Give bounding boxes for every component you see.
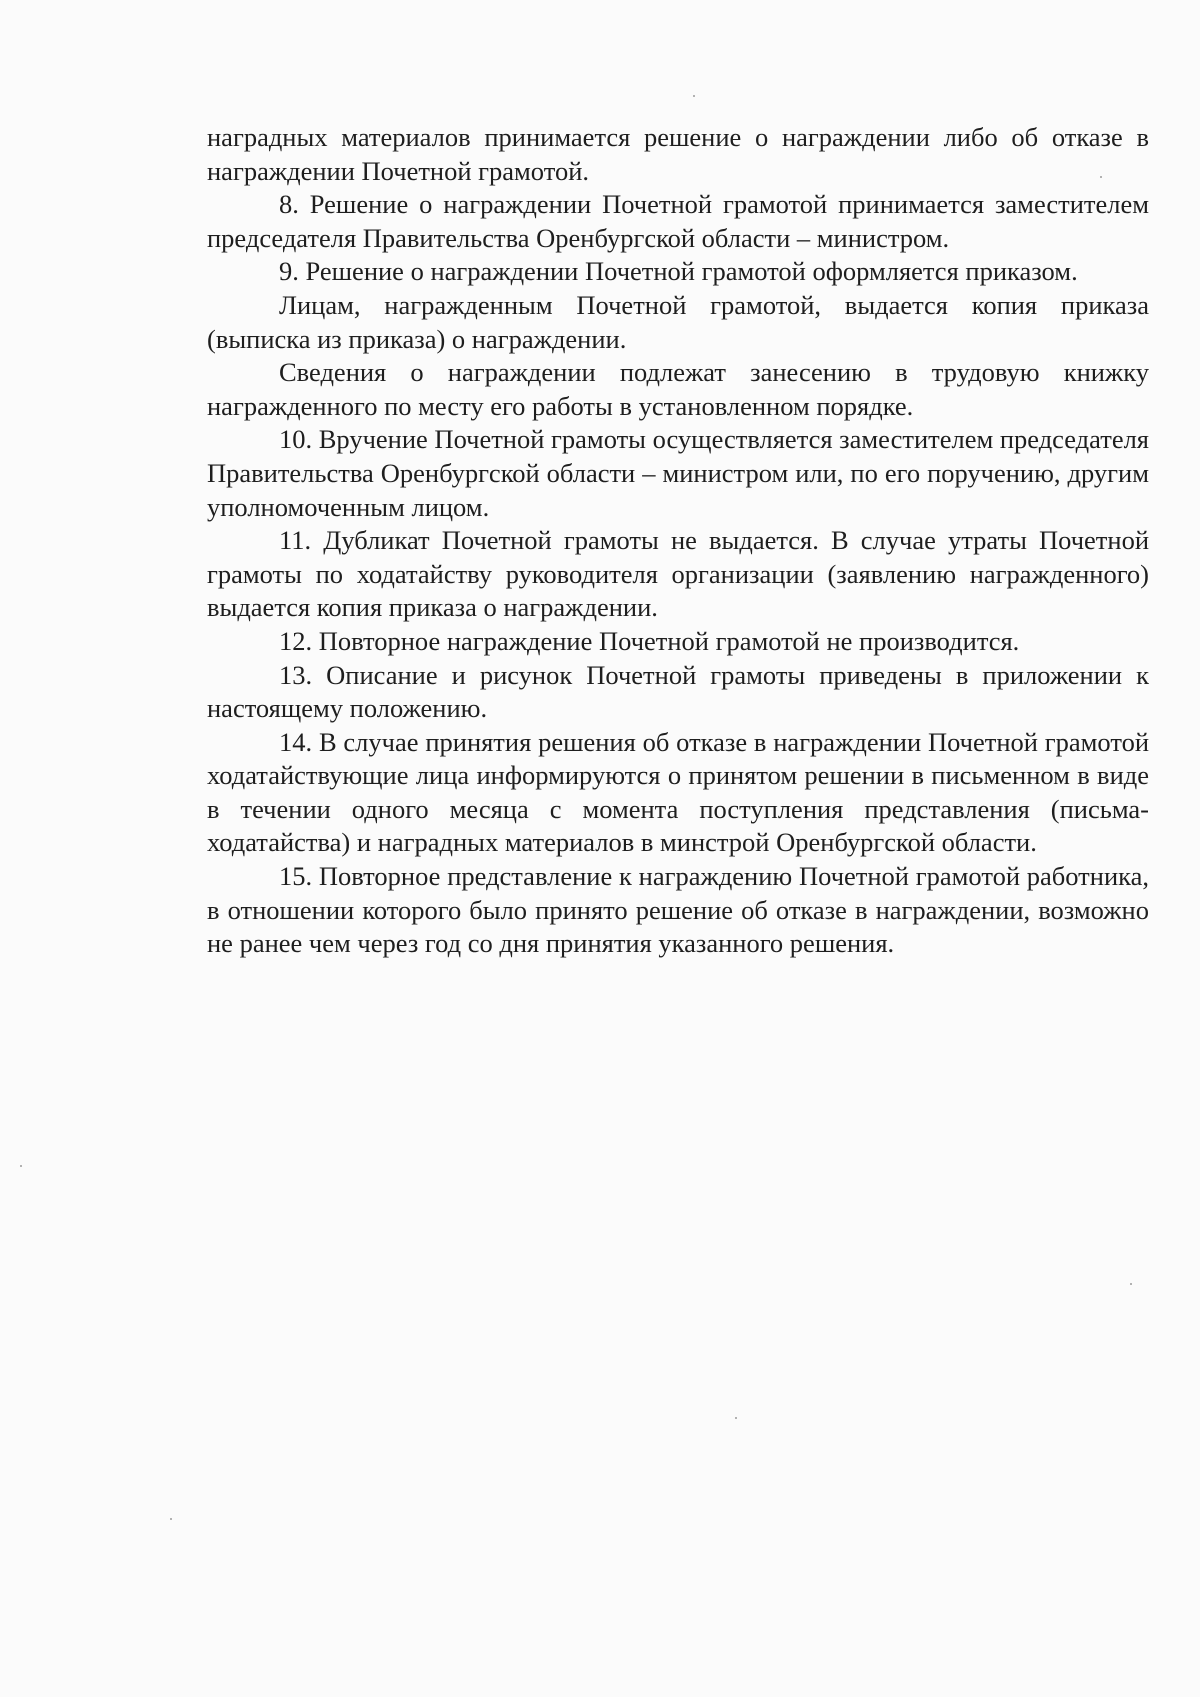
scan-speck (20, 1165, 22, 1167)
scan-speck (735, 1417, 737, 1419)
paragraph-item-13: 13. Описание и рисунок Почетной грамоты приведены в приложении к настоящему положению. (207, 659, 1149, 724)
paragraph-item-14: 14. В случае принятия решения об отказе в награждении Почетной грамотой ходатайствующие лица информируются о принятом решении в письменном в виде в течении одного месяца с момента поступления представления (письма-ходатайства) и наградных материалов в минстрой Оренбургской области. (207, 726, 1149, 858)
scan-speck (1130, 1283, 1132, 1285)
paragraph-item-15: 15. Повторное представление к награждению Почетной грамотой работника, в отношении которого было принято решение об отказе в награждении, возможно не ранее чем через год со дня принятия указанного решения. (207, 861, 1149, 959)
paragraph-item-12: 12. Повторное награждение Почетной грамотой не производится. (279, 625, 1020, 656)
paragraph-item-8: 8. Решение о награждении Почетной грамотой принимается заместителем председателя Правительства Оренбургской области – министром. (207, 189, 1149, 253)
paragraph-employment-record: Сведения о награждении подлежат занесению в трудовую книжку награжденного по месту его работы в установленном порядке. (207, 357, 1149, 421)
scan-speck (170, 1518, 172, 1520)
scan-speck (693, 95, 695, 97)
paragraph-item-10: 10. Вручение Почетной грамоты осуществляется заместителем председателя Правительства Оренбургской области – министром или, по его поручению, другим уполномоченным лицом. (207, 424, 1149, 522)
paragraph-item-11: 11. Дубликат Почетной грамоты не выдается. В случае утраты Почетной грамоты по ходатайству руководителя организации (заявлению награжденного) выдается копия приказа о награждении. (207, 525, 1149, 623)
paragraph-item-9: 9. Решение о награждении Почетной грамотой оформляется приказом. (279, 256, 1078, 287)
paragraph-copy-of-order: Лицам, награжденным Почетной грамотой, выдается копия приказа (выписка из приказа) о награждении. (207, 289, 1149, 354)
document-body (207, 121, 1149, 961)
scan-speck (1100, 176, 1102, 178)
paragraph-continuation: наградных материалов принимается решение о награждении либо об отказе в награждении Почетной грамотой. (207, 122, 1149, 186)
